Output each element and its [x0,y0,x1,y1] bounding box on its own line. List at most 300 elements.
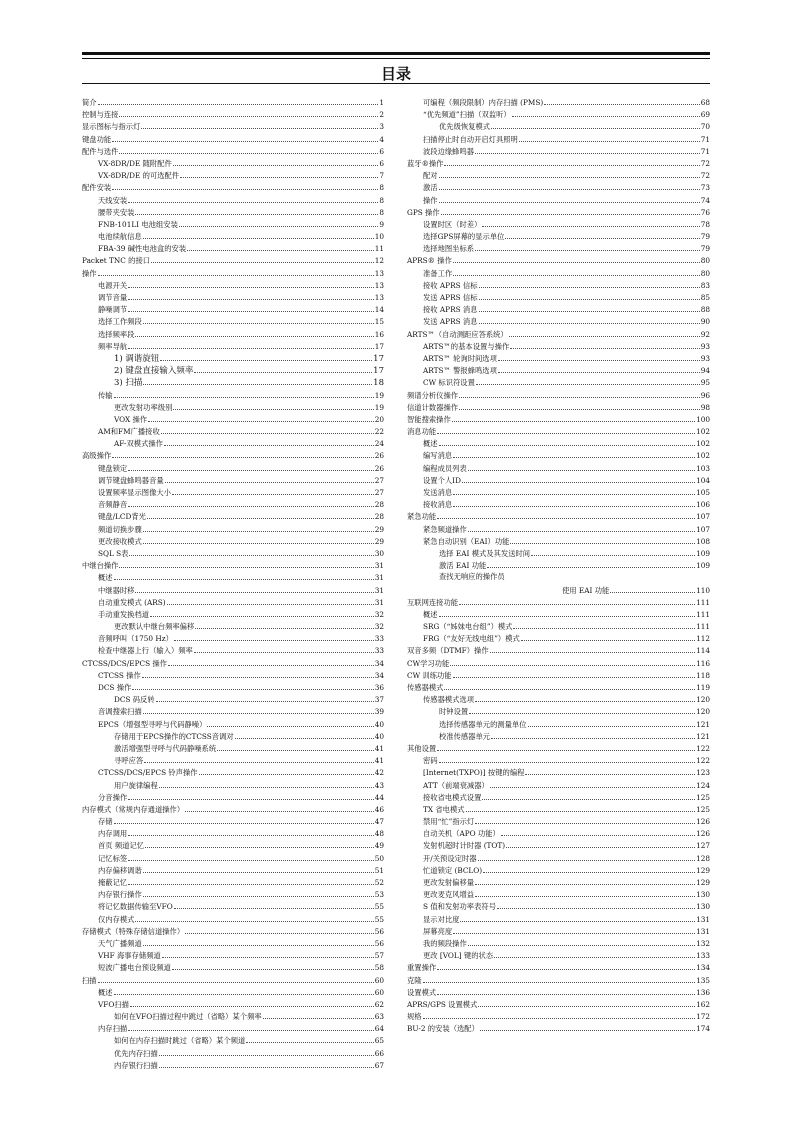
toc-entry-label: 选择 EAI 模式及其发送时间 [439,548,531,558]
toc-entry-label: 选择GPS屏幕的显示单位 [423,232,505,242]
dot-leader [165,474,374,483]
toc-entry-page: 74 [700,195,710,205]
toc-entry[interactable] [82,559,384,571]
dot-leader [159,1047,374,1056]
toc-entry[interactable] [407,218,710,230]
toc-entry-label: 键盘功能 [82,134,112,144]
toc-entry[interactable] [82,376,384,388]
toc-entry[interactable] [82,961,384,973]
toc-entry[interactable] [82,779,384,791]
toc-entry[interactable] [407,133,710,145]
toc-entry-page: 46 [374,804,384,814]
toc-entry[interactable] [407,925,710,937]
toc-entry[interactable] [82,169,384,181]
toc-entry[interactable] [82,145,384,157]
toc-entry[interactable] [82,839,384,851]
toc-entry-label: AM和FM广播接收 [98,427,160,437]
toc-entry-page: 55 [374,902,384,912]
toc-entry[interactable] [407,449,710,461]
toc-entry[interactable] [82,1010,384,1022]
toc-entry-page: 8 [379,195,384,205]
toc-entry[interactable] [407,474,710,486]
toc-entry[interactable] [407,644,710,656]
toc-entry-page: 92 [700,329,710,339]
dot-leader [143,705,374,714]
toc-entry[interactable] [82,486,384,498]
toc-entry-page: 129 [696,878,710,887]
toc-entry[interactable] [407,949,710,961]
toc-entry-page: 116 [696,658,710,668]
toc-column-left [82,96,384,1071]
toc-entry[interactable] [82,608,384,620]
dot-leader [185,803,374,812]
page-title: 目录 [380,65,411,83]
toc-entry-page: 60 [374,987,384,997]
toc-entry-page: 127 [696,841,710,851]
toc-entry[interactable] [82,364,384,376]
dot-leader [498,364,700,373]
toc-entry[interactable] [407,157,710,169]
toc-entry[interactable] [82,913,384,925]
toc-entry-label: DCS 码反转 [114,695,155,705]
dot-leader [478,998,695,1007]
toc-entry[interactable] [407,779,710,791]
toc-entry[interactable] [82,279,384,291]
toc-entry[interactable] [407,998,710,1010]
toc-entry[interactable] [82,925,384,937]
toc-entry-page: 39 [374,707,384,717]
toc-entry-page: 112 [696,634,710,644]
toc-entry[interactable] [407,364,710,376]
toc-entry[interactable] [407,242,710,254]
toc-entry[interactable] [82,352,384,364]
toc-entry[interactable] [82,864,384,876]
toc-entry[interactable] [82,827,384,839]
toc-entry[interactable] [407,181,710,193]
toc-entry[interactable] [82,1022,384,1034]
toc-entry[interactable] [82,96,384,108]
dot-leader [453,267,700,276]
dot-leader [479,315,700,324]
toc-entry[interactable] [82,644,384,656]
toc-entry[interactable] [82,328,384,340]
toc-entry-page: 174 [696,1024,710,1034]
toc-entry[interactable] [82,620,384,632]
toc-entry[interactable] [407,194,710,206]
toc-entry[interactable] [407,401,710,413]
toc-entry[interactable] [407,108,710,120]
toc-entry[interactable] [82,157,384,169]
toc-entry[interactable] [407,657,710,669]
toc-entry-page: 30 [374,548,384,558]
toc-entry[interactable] [407,693,710,705]
toc-entry[interactable] [407,596,710,608]
toc-entry[interactable] [82,523,384,535]
toc-entry[interactable] [82,1059,384,1071]
dot-leader [129,547,373,556]
toc-entry[interactable] [82,766,384,778]
toc-entry[interactable] [82,742,384,754]
toc-entry[interactable] [82,218,384,230]
dot-leader [173,401,373,410]
toc-entry[interactable] [407,279,710,291]
toc-entry-label: 扫描 [82,975,97,985]
toc-entry[interactable] [82,437,384,449]
toc-entry-label: 发送 APRS 信标 [423,293,478,302]
dot-leader [160,352,372,361]
toc-entry-page: 27 [374,475,384,485]
dot-leader [167,596,374,605]
dot-leader [143,535,374,544]
toc-entry[interactable] [82,876,384,888]
toc-entry-label: 激活 EAI 功能 [439,561,487,571]
toc-entry-label: 更改接收模式 [98,536,142,546]
toc-entry-page: 118 [696,670,710,680]
toc-entry[interactable] [407,864,710,876]
toc-entry-label: 更改 [VOL] 键的状态 [423,951,494,961]
toc-entry[interactable] [407,510,710,522]
dot-leader [141,120,378,129]
dot-leader [142,669,374,678]
toc-entry[interactable] [407,876,710,888]
toc-entry[interactable] [407,900,710,912]
toc-entry[interactable] [82,449,384,461]
toc-entry[interactable] [82,462,384,474]
toc-entry-page: 95 [700,378,710,388]
toc-entry-page: 121 [696,719,710,729]
toc-entry-label: 高级操作 [82,451,112,461]
toc-entry[interactable] [407,852,710,864]
toc-entry[interactable] [407,571,710,583]
toc-entry-label: 互联网连接功能 [407,597,459,607]
toc-entry[interactable] [407,705,710,717]
toc-entry[interactable] [82,937,384,949]
toc-entry[interactable] [407,669,710,681]
dot-leader [498,352,700,361]
toc-entry[interactable] [82,986,384,998]
toc-entry-label: 设置时区（时差） [423,219,482,229]
toc-entry-label: 密码 [423,756,438,766]
toc-entry[interactable] [407,766,710,778]
dot-leader [98,974,374,983]
toc-entry[interactable] [407,523,710,535]
toc-entry[interactable] [407,206,710,218]
toc-entry[interactable] [407,791,710,803]
toc-entry[interactable] [82,108,384,120]
toc-entry[interactable] [407,535,710,547]
toc-entry[interactable] [407,291,710,303]
toc-entry[interactable] [82,242,384,254]
toc-entry[interactable] [407,1022,710,1034]
dot-leader [475,876,695,885]
dot-leader [130,998,374,1007]
toc-entry[interactable] [82,413,384,425]
toc-entry-label: 内存扫描 [98,1024,128,1034]
toc-entry[interactable] [407,120,710,132]
toc-entry[interactable] [407,547,710,559]
toc-entry[interactable] [82,206,384,218]
toc-entry[interactable] [407,352,710,364]
toc-entry[interactable] [407,559,710,571]
toc-entry[interactable] [82,852,384,864]
toc-entry[interactable] [82,754,384,766]
toc-entry-page: 29 [374,536,384,546]
dot-leader [128,791,374,800]
toc-entry[interactable] [407,1010,710,1022]
toc-entry[interactable] [407,632,710,644]
toc-entry[interactable] [82,803,384,815]
toc-entry[interactable] [82,815,384,827]
toc-entry[interactable] [407,681,710,693]
toc-entry-label: 忙道锁定 (BCLO) [423,865,483,875]
toc-entry-page: 53 [374,890,384,900]
toc-entry[interactable] [82,791,384,803]
toc-entry-label: 克隆 [407,975,422,985]
toc-entry-label: 激活 [423,183,438,193]
toc-entry-label: 频率导航 [98,341,128,351]
toc-entry-page: 3 [379,122,384,132]
toc-entry-label: 选择频率段 [98,329,135,339]
dot-leader [468,523,695,532]
toc-entry[interactable] [407,425,710,437]
toc-entry-label: 传感器模式选项 [423,695,475,705]
toc-entry[interactable] [82,230,384,242]
dot-leader [513,620,695,629]
toc-entry-label: 操作 [82,268,97,278]
toc-entry[interactable] [82,303,384,315]
toc-entry-page: 102 [696,427,710,437]
toc-entry-page: 129 [696,865,710,875]
toc-entry-page: 16 [374,329,384,339]
toc-entry[interactable] [82,998,384,1010]
toc-entry-page: 80 [700,268,710,278]
toc-entry[interactable] [82,584,384,596]
toc-entry-page: 8 [379,207,384,217]
toc-entry-label: 检查中继器上行（输入）频率 [98,646,193,656]
toc-entry-label: GPS 操作 [407,207,440,217]
toc-entry[interactable] [82,900,384,912]
toc-entry-label: SQL S表 [98,548,129,558]
toc-entry[interactable] [82,535,384,547]
dot-leader [501,827,695,836]
toc-entry[interactable] [82,718,384,730]
toc-entry[interactable] [407,839,710,851]
toc-entry[interactable] [82,315,384,327]
toc-entry-label: 2) 键盘直接输入频率 [114,366,194,377]
toc-entry[interactable] [82,547,384,559]
toc-entry-label: 传输 [98,390,113,400]
toc-entry[interactable] [407,986,710,998]
toc-entry[interactable] [407,315,710,327]
toc-entry[interactable] [407,974,710,986]
toc-entry-label: 电源开关 [98,280,128,290]
toc-entry-label: 设置个人ID [423,475,461,485]
toc-entry-page: 64 [374,1024,384,1034]
dot-leader [475,242,700,251]
toc-entry[interactable] [82,669,384,681]
toc-entry-page: 104 [696,475,710,485]
toc-entry[interactable] [82,181,384,193]
toc-entry-page: 26 [374,451,384,461]
toc-entry-label: 分音操作 [98,792,128,802]
toc-entry-label: 手动重发换档道 [98,609,150,619]
toc-entry[interactable] [407,827,710,839]
toc-entry[interactable] [407,340,710,352]
toc-entry[interactable] [82,888,384,900]
toc-entry[interactable] [82,681,384,693]
toc-entry[interactable] [82,571,384,583]
toc-entry[interactable] [82,120,384,132]
toc-entry[interactable] [407,803,710,815]
dot-leader [179,218,378,227]
toc-entry[interactable] [82,340,384,352]
top-rule-thin [82,58,710,59]
dot-leader [98,96,379,105]
toc-entry[interactable] [407,413,710,425]
dot-leader [161,425,374,434]
toc-entry[interactable] [407,913,710,925]
toc-entry[interactable] [82,267,384,279]
toc-entry-page: 125 [696,804,710,814]
toc-entry[interactable] [407,608,710,620]
toc-entry[interactable] [407,486,710,498]
dot-leader [510,340,700,349]
toc-entry[interactable] [82,949,384,961]
dot-leader [453,486,695,495]
dot-leader [135,328,373,337]
toc-entry-page: 130 [696,890,710,900]
toc-entry[interactable] [82,1047,384,1059]
toc-entry-label: 编程成员列表 [423,463,467,473]
toc-entry-label: 设置频率显示图像大小 [98,488,171,497]
toc-entry-page: 57 [374,951,384,961]
toc-entry[interactable] [82,133,384,145]
top-rule-thick [82,52,710,55]
toc-entry-label: 接收省电模式设置 [423,792,482,802]
toc-entry[interactable] [407,584,710,596]
toc-entry[interactable] [407,742,710,754]
toc-entry[interactable] [407,145,710,157]
toc-entry[interactable] [82,194,384,206]
toc-entry[interactable] [82,254,384,266]
dot-leader [114,389,374,398]
toc-entry[interactable] [82,389,384,401]
dot-leader [510,535,695,544]
toc-entry[interactable] [82,498,384,510]
toc-entry-label: 音频静音 [98,500,128,510]
toc-entry-page: 13 [374,280,384,290]
toc-entry-page: 111 [696,622,710,632]
dot-leader [478,852,696,861]
toc-entry-page: 70 [700,122,710,132]
toc-entry[interactable] [407,230,710,242]
dot-leader [150,608,374,617]
toc-entry[interactable] [407,961,710,973]
dot-leader [174,900,374,909]
toc-entry[interactable] [407,267,710,279]
toc-entry-page: 98 [700,402,710,412]
dot-leader [119,108,378,117]
toc-entry[interactable] [407,888,710,900]
toc-entry-label: CTCSS 操作 [98,670,141,680]
toc-entry[interactable] [407,96,710,108]
toc-entry[interactable] [407,815,710,827]
toc-entry[interactable] [407,730,710,742]
dot-leader [162,949,374,958]
toc-entry-page: 37 [374,695,384,705]
toc-entry[interactable] [407,254,710,266]
toc-entry[interactable] [407,303,710,315]
dot-leader [476,376,700,385]
toc-entry[interactable] [407,754,710,766]
toc-entry-label: TX 省电模式 [423,804,465,814]
toc-entry[interactable] [82,974,384,986]
toc-entry[interactable] [82,291,384,303]
toc-entry-label: 概述 [423,439,438,449]
toc-entry[interactable] [82,425,384,437]
dot-leader [490,779,695,788]
toc-entry[interactable] [407,718,710,730]
toc-entry[interactable] [82,596,384,608]
toc-entry[interactable] [407,498,710,510]
dot-leader [519,133,700,142]
toc-entry-page: 47 [374,817,384,827]
dot-leader [143,376,372,385]
toc-entry-page: 106 [696,500,710,510]
toc-entry[interactable] [82,705,384,717]
toc-entry[interactable] [407,437,710,449]
toc-entry-page: 1 [379,98,384,107]
toc-entry[interactable] [82,693,384,705]
toc-entry-page: 34 [374,658,384,668]
toc-entry[interactable] [407,328,710,340]
toc-entry-page: 10 [374,232,384,242]
toc-entry[interactable] [82,401,384,413]
toc-entry[interactable] [82,1034,384,1046]
toc-entry-page: 128 [696,853,710,863]
toc-entry[interactable] [407,389,710,401]
toc-entry[interactable] [82,730,384,742]
toc-entry[interactable] [82,632,384,644]
toc-entry-page: 120 [696,707,710,717]
dot-leader [479,279,700,288]
toc-entry[interactable] [407,169,710,181]
dot-leader [479,291,700,300]
dot-leader [437,425,695,434]
toc-entry-page: 19 [374,390,384,400]
toc-entry[interactable] [82,657,384,669]
toc-entry[interactable] [82,474,384,486]
dot-leader [143,937,374,946]
toc-entry-page: 136 [696,987,710,997]
toc-entry[interactable] [407,937,710,949]
toc-entry-label: 规格 [407,1012,422,1022]
toc-entry[interactable] [407,376,710,388]
toc-entry-label: 更改默认中继台频率偏移 [114,622,195,632]
toc-entry[interactable] [82,510,384,522]
toc-entry[interactable] [407,620,710,632]
toc-entry-label: 编写消息 [423,451,453,461]
toc-entry-page: 6 [379,158,384,168]
toc-entry[interactable] [407,462,710,474]
toc-entry-page: 17 [373,353,384,364]
toc-entry-page: 69 [700,110,710,120]
toc-entry-label: ARTS™ 警报蜂鸣选项 [423,366,497,376]
toc-entry-label: ARTS™ 轮询时间选项 [423,353,497,363]
toc-entry-label: 使用 EAI 功能 [562,585,610,595]
toc-entry-page: 93 [700,341,710,351]
dot-leader [453,254,700,263]
